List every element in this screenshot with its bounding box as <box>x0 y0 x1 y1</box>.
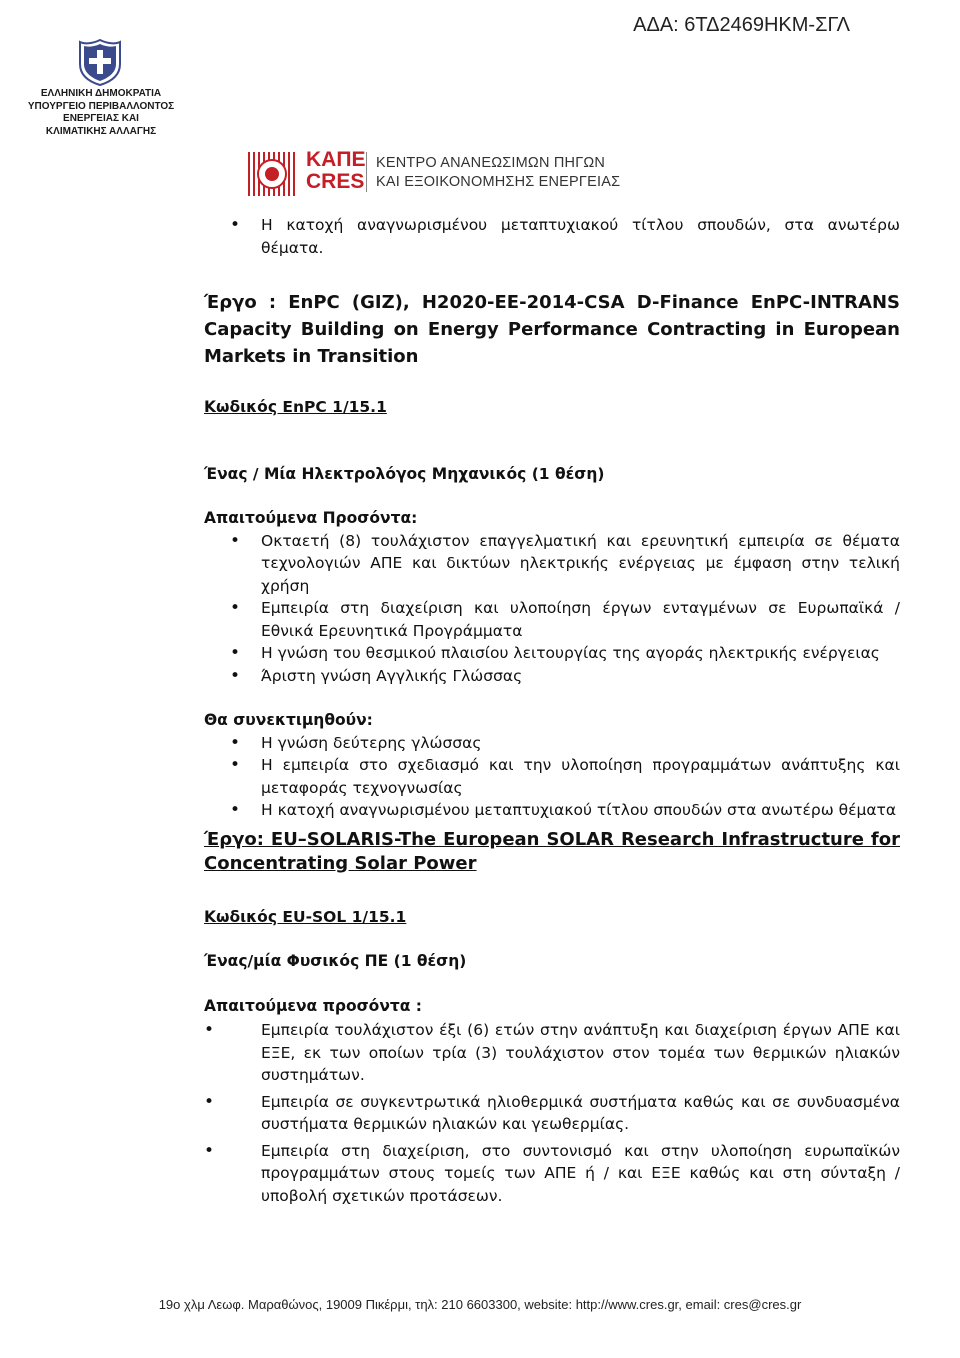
project-1-title: Έργο : EnPC (GIZ), H2020-EE-2014-CSA D-Finance EnPC-INTRANS Capacity Building on Energy Performance Contracting in European Markets in Transition <box>204 292 900 367</box>
list-item: • Εμπειρία τουλάχιστον έξι (6) ετών στην ανάπτυξη και διαχείριση έργων ΑΠΕ και ΕΞΕ, εκ των οποίων τρία (3) τουλάχιστον στον τομέα των θερμικών ηλιακών συστημάτων. <box>178 1019 900 1087</box>
ministry-line: ΥΠΟΥΡΓΕΙΟ ΠΕΡΙΒΑΛΛΟΝΤΟΣ <box>27 100 175 112</box>
logo-divider <box>366 152 367 192</box>
ada-code: ΑΔΑ: 6ΤΔ2469ΗΚΜ-ΣΓΛ <box>633 14 850 36</box>
logo-cres: CRES <box>306 170 365 193</box>
ministry-line: ΕΝΕΡΓΕΙΑΣ ΚΑΙ <box>63 113 139 124</box>
project-1-code: Κωδικός EnPC 1/15.1 <box>204 398 387 416</box>
list-item: • Η κατοχή αναγνωρισμένου μεταπτυχιακού τίτλου σπουδών στα ανωτέρω θέματα <box>204 799 900 822</box>
project-2-required-heading: Απαιτούμενα προσόντα : <box>204 996 423 1015</box>
logo-name-line-2: ΚΑΙ ΕΞΟΙΚΟΝΟΜΗΣΗΣ ΕΝΕΡΓΕΙΑΣ <box>376 174 621 190</box>
project-1-position: Ένας / Μία Ηλεκτρολόγος Μηχανικός (1 θέση) <box>204 464 605 483</box>
logo-kape: ΚΑΠΕ <box>306 148 366 171</box>
project-1-required-heading: Απαιτούμενα Προσόντα: <box>204 509 418 527</box>
project-2-required-list <box>178 1019 900 1207</box>
list-item: • Εμπειρία σε συγκεντρωτικά ηλιοθερμικά συστήματα καθώς και σε συνδυασμένα συστήματα θερμικών ηλιακών και γεωθερμίας. <box>178 1091 900 1136</box>
greek-emblem-icon <box>78 38 122 86</box>
ministry-name <box>26 88 176 138</box>
list-item: • Οκταετή (8) τουλάχιστον επαγγελματική και ερευνητική εμπειρία σε θέματα τεχνολογιών ΑΠΕ και δικτύων ηλεκτρικής ενέργειας με έμφαση στην τελική χρήση <box>204 530 900 598</box>
document-body <box>204 214 900 1207</box>
list-item: • Η γνώση του θεσμικού πλαισίου λειτουργίας της αγοράς ηλεκτρικής ενέργειας <box>204 642 900 665</box>
list-item: • Η εμπειρία στο σχεδιασμό και την υλοποίηση προγραμμάτων ανάπτυξης και μεταφοράς τεχνογνωσίας <box>204 754 900 799</box>
logo-name-line-1: ΚΕΝΤΡΟ ΑΝΑΝΕΩΣΙΜΩΝ ΠΗΓΩΝ <box>376 155 606 171</box>
list-item: • Εμπειρία στη διαχείριση και υλοποίηση έργων ενταγμένων σε Ευρωπαϊκά / Εθνικά Ερευνητικά Προγράμματα <box>204 597 900 642</box>
project-1-desired-heading: Θα συνεκτιμηθούν: <box>204 711 373 729</box>
project-2-code: Κωδικός EU-SOL 1/15.1 <box>204 907 407 926</box>
cres-sun-logo-icon <box>244 146 302 202</box>
project-2-position: Ένας/μία Φυσικός ΠΕ (1 θέση) <box>204 952 467 970</box>
list-item: • Εμπειρία στη διαχείριση, στο συντονισμό και στην υλοποίηση ευρωπαϊκών προγραμμάτων στους τομείς των ΑΠΕ ή / και ΕΞΕ καθώς και στη σύνταξη / υποβολή σχετικών προτάσεων. <box>178 1140 900 1208</box>
ministry-line: ΚΛΙΜΑΤΙΚΗΣ ΑΛΛΑΓΗΣ <box>45 125 157 137</box>
page-footer: 19ο χλμ Λεωφ. Μαραθώνος, 19009 Πικέρμι, τηλ: 210 6603300, website: http://www.cres.gr, email: cres@cres.gr <box>158 1297 802 1312</box>
list-item: • Άριστη γνώση Αγγλικής Γλώσσας <box>204 665 900 688</box>
project-2-title: Έργο: EU–SOLARIS-The European SOLAR Research Infrastructure for Concentrating Solar Power <box>204 828 900 874</box>
list-item: • Η γνώση δεύτερης γλώσσας <box>204 732 900 755</box>
list-item: • Η κατοχή αναγνωρισμένου μεταπτυχιακού τίτλου σπουδών, στα ανωτέρω θέματα. <box>204 214 900 259</box>
ministry-line: ΕΛΛΗΝΙΚΗ ΔΗΜΟΚΡΑΤΙΑ <box>40 88 162 99</box>
project-1-required-list <box>204 530 900 688</box>
top-list <box>204 214 900 259</box>
project-1-desired-list <box>204 732 900 822</box>
